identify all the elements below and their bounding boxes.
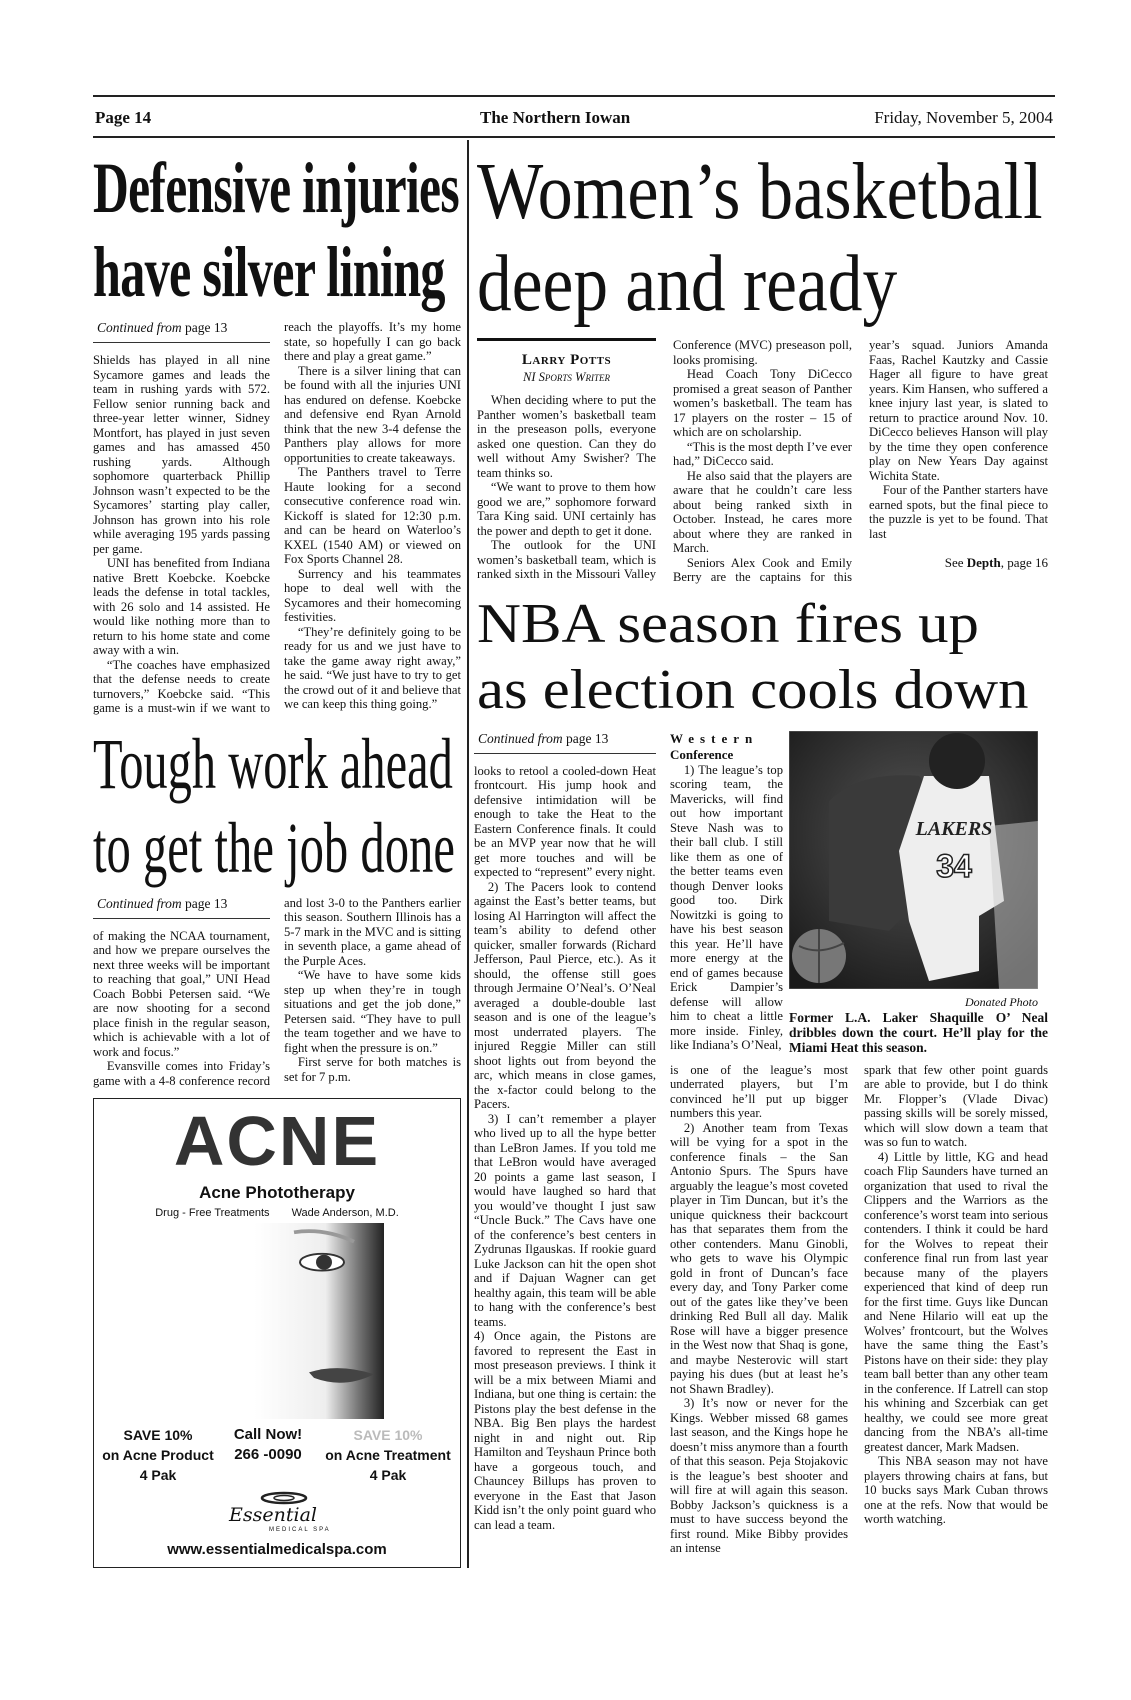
offer-call [220, 1425, 316, 1465]
offer-text: 4 Pak [139, 1467, 177, 1483]
ad-big-title: ACNE [173, 1102, 381, 1180]
paragraph: 3) I can’t remember a player who lived up to all the hype better than LeBron James. If you told me that LeBron would have averaged 20 points a game last season, I would have laughed so hard that you would’ve thought I just saw “Uncle Buck.” The Cavs have one of the conference’s best centers in Zydrunas Ilgauskas. If rookie guard Luke Jackson can hit the open shot and if Dajuan Wagner can get healthy again, this team will be able to hang with the conference’s best teams. [474, 1111, 656, 1329]
article-defense [93, 320, 461, 716]
article-womens [477, 338, 1048, 585]
continued-label: Continued from [97, 895, 182, 911]
jump-target: Depth [966, 555, 1001, 570]
nba-narrow-column [670, 731, 783, 1053]
continued-page: page 13 [185, 895, 228, 911]
headline-volleyball: to get the job done [93, 807, 455, 888]
paragraph: UNI has benefited from Indiana native Brett Koebcke. Koebcke leads the defense in total tackles, with 26 solo and 14 assisted. He would like nothing more than to return to his home state and come away with a win. [93, 556, 270, 657]
logo-subtext: MEDICAL SPA [269, 1527, 331, 1533]
headline-volleyball-line1-wrap [93, 722, 461, 806]
nba-right-area [670, 731, 1048, 1556]
paragraph: 3) It’s now or never for the Kings. Webber missed 68 games last season, and the Kings hope he doesn’t miss anymore than a fourth of that this season. Peja Stojakovic is the league’s best shooter and will fire at will again this season. Bobby Jackson’s quickness is a must to have success beyond the first round. Mike Bibby provides an intense [670, 1396, 848, 1555]
paragraph: “This is the most depth I’ve ever had,” DiCecco said. [673, 439, 852, 468]
author-name: Larry Potts [521, 352, 612, 368]
paragraph: of making the NCAA tournament, and how we prepare ourselves the next three weeks will be important to reaching that goal,” UNI Head Coach Bobbi Petersen said. “We are now shooting for a second place finish in the regular season, which is achievable with a lot of work and focus.” [93, 928, 270, 1059]
ad-url: www.essentialmedicalspa.com [167, 1541, 387, 1558]
offer-text: SAVE 10% [123, 1427, 193, 1443]
byline [477, 338, 656, 385]
jersey-number: 34 [936, 847, 972, 884]
offer-text: on Acne Treatment [325, 1447, 451, 1463]
paragraph: “We have to have some kids step up when they’re in tough situations and get the job done,” Petersen said. “They have to pull the team together and we have to fight when the pressure is on.” [284, 968, 461, 1055]
continued-label: Continued from [97, 320, 182, 335]
face-image [254, 1223, 384, 1419]
headline-defense: have silver lining [93, 232, 445, 312]
headline-defense-line2-wrap [93, 230, 461, 314]
jersey-team: LAKERS [915, 817, 993, 840]
column-divider [467, 140, 469, 1568]
headline-nba: NBA season fires up [477, 592, 979, 655]
paragraph: This NBA season may not have players throwing chairs at fans, but 10 bucks says Mark Cuban throws one at the refs. Now that would be worth watching. [864, 1454, 1048, 1526]
paragraph: Surrency and his teammates hope to deal well with the Sycamores and their homecoming festivities. [284, 566, 461, 624]
paragraph: Four of the Panther starters have earned spots, but the final piece to the puzzle is yet to be found. That last [869, 483, 1048, 541]
continued-label: Continued from [478, 730, 563, 746]
headline-volleyball-line2-wrap [93, 806, 461, 890]
article-volleyball [93, 896, 461, 1089]
paragraph: He also said that the players are aware that he couldn’t care less about being ranked sixth in October. Instead, he cares more about where they are ranked in March. [673, 468, 852, 555]
headline-defense: Defensive injuries [93, 148, 459, 228]
paragraph: Head Coach Tony DiCecco promised a great season of Panther women’s basketball. The team has 17 players on the roster – 15 of which are on scholarship. [673, 367, 852, 439]
newspaper-name: The Northern Iowan [480, 108, 631, 127]
headline-nba: as election cools down [477, 658, 1029, 721]
paragraph: The Panthers travel to Terre Haute looking for a second consecutive conference road win. Kickoff is slated for 12:30 p.m. and can be heard on Waterloo’s KXEL (1540 AM) or viewed on Fox Sports Channel 28. [284, 465, 461, 566]
jump-line[interactable] [869, 555, 1048, 571]
ad-tagline: Drug - Free Treatments [155, 1207, 270, 1219]
masthead-top-rule [93, 95, 1055, 97]
headline-volleyball: Tough work ahead [93, 723, 453, 804]
paragraph: First serve for both matches is set for 7 p.m. [284, 1055, 461, 1084]
offer-text: SAVE 10% [353, 1427, 423, 1443]
subhead-conference: Conference [670, 746, 734, 762]
phone-number: 266 -0090 [234, 1446, 302, 1463]
nba-article [474, 731, 1048, 1556]
nba-column-3 [864, 1063, 1048, 1527]
subhead-western: Western [670, 730, 759, 746]
ad-doctor: Wade Anderson, M.D. [291, 1207, 399, 1219]
paragraph: looks to retool a cooled-down Heat frontcourt. His jump hook and defensive intimidation will be enough to take the Heat to the Eastern Conference finals. It could be an MVP year now that he will get more touches and will be expected to “represent” every night. [474, 763, 656, 879]
page-number: Page 14 [95, 108, 152, 127]
issue-date: Friday, November 5, 2004 [874, 108, 1053, 127]
nba-top-row [670, 731, 1048, 1055]
jump-prefix: See [944, 555, 964, 570]
photo-caption: Former L.A. Laker Shaquille O’ Neal dribbles down the court. He’ll play for the Miami Heat this season. [789, 1009, 1048, 1055]
headline-womens: deep and ready [477, 240, 898, 328]
left-column [93, 146, 461, 1568]
right-column [474, 146, 1048, 1556]
swirl-icon [259, 1491, 309, 1505]
headline-womens: Women’s basketball [477, 148, 1043, 236]
nba-bottom-row [670, 1063, 1048, 1556]
paragraph: “They’re definitely going to be ready for us and we just have to take the game away right away,” he said. “We just have to try to get the crowd out of it and believe that we can keep this thing going.” [284, 624, 461, 711]
paragraph: 1) The league’s top scoring team, the Mavericks, will find out how important Steve Nash was to their ball club. I still like them as one of the better teams even though Denver looks good too. Dirk Nowitzki is going to have his best season this year. He’ll have more energy at the end of games because Erick Dampier’s defense will allow him to cheat a little more inside. Finley, like Indiana’s O’Neal, [670, 762, 783, 1052]
headline-defense-line1-wrap [93, 146, 461, 230]
masthead-bottom-rule [93, 136, 1055, 138]
acne-advertisement [93, 1098, 461, 1568]
headline-nba-line1-wrap [477, 591, 1048, 657]
headline-nba-line2-wrap [477, 657, 1048, 723]
headline-womens-line1-wrap [477, 146, 1048, 238]
paragraph: There is a silver lining that can be found with all the injuries UNI has endured on defense. Koebcke and defensive end Ryan Arnold think that the new 3-4 defense the Panthers play allows for more opportunities to create takeaways. [284, 363, 461, 465]
paragraph: 4) Little by little, KG and head coach Flip Saunders have turned an organization that used to rival the Clippers and the Warriors as the conference’s worst team into serious contenders. I think it could be hard for the Wolves to repeat their conference final run from last year because many of the players experienced that kind of deep run for the first time. Guys like Duncan and Nene Hilario will eat up the Wolves’ frontcourt, but the Wolves have the same thing the East’s Pistons have on their side: they play team ball better than any other team in the conference. If Latrell can stop his whining and Szcerbiak can get healthy, we could see more great dancing from the NBA’s all-time greatest dancer, Mark Madsen. [864, 1149, 1048, 1454]
headline-womens-line2-wrap [477, 238, 1048, 330]
ad-subtitle-row [94, 1206, 460, 1220]
paragraph: spark that few other point guards are able to provide, but I do think Mr. Flopper’s (Vlade Divac) passing skills will be sorely missed, which will slow down a team that was so fun to watch. [864, 1062, 1048, 1149]
call-now: Call Now! [233, 1426, 303, 1443]
paragraph: The outlook for the UNI women’s basketball team, which is ranked sixth in the Missouri Valley Conference (MVC) preseason poll, looks promising. [477, 338, 852, 581]
author-title: NI Sports Writer [523, 370, 610, 384]
paragraph: “The coaches have emphasized that the defense needs to create turnovers,” Koebcke said. “This game is a must-win if we want to reach the playoffs. It’s my home state, so hopefully I can go back there and play a great game.” [93, 320, 461, 715]
continued-from [474, 731, 656, 754]
offer-text: on Acne Product [102, 1447, 214, 1463]
offer-text: 4 Pak [369, 1467, 407, 1483]
paragraph: is one of the league’s most underrated players, but I’m convinced he’ll put up bigger numbers this year. [670, 1062, 848, 1120]
offer-right [318, 1425, 458, 1485]
ad-title: Acne Phototherapy [199, 1183, 355, 1202]
continued-from [93, 320, 270, 343]
nba-column-2 [670, 1063, 848, 1556]
paragraph: When deciding where to put the Panther women’s basketball team in the preseason polls, everyone asked one question. Can they do well without Amy Swisher? The team thinks so. [477, 393, 656, 480]
paragraph: 2) The Pacers look to contend against the East’s better teams, but losing Al Harrington will affect the team’s ability to defend other quicker, smaller forwards (Richard Jefferson, Paul Pierce, etc.). As it should, the offense still goes through Jermaine O’Neal’s. O’Neal averaged a double-double last season and is one of the league’s most underrated players. The injured Reggie Miller can still shoot lights out from beyond the arc, which means in close games, the x-factor could belong to the Pacers. [474, 879, 656, 1111]
photo-credit: Donated Photo [965, 994, 1038, 1009]
spa-logo [229, 1491, 339, 1535]
offer-left [98, 1425, 218, 1485]
paragraph: Evansville comes into Friday’s game with a 4-8 conference record and lost 3-0 to the Panthers earlier this season. Southern Illinois has a 5-7 mark in the MVC and is sitting in seventh place, a game ahead of the Purple Aces. [93, 895, 461, 1088]
paragraph: 4) Once again, the Pistons are favored to represent the East in most preseason previews. I think it will be a mix between Miami and Indiana, but one thing is certain: the Pistons play the best defense in the NBA. Big Ben plays the hardest night in and night out. Rip Hamilton and Teyshaun Prince both have a gorgeous touch, and Chauncey Billups has proven to everyone in the East that Jason Kidd isn’t the only point guard who can lead a team. [474, 1329, 656, 1532]
paragraph: “We want to prove to them how good we are,” sophomore forward Tara King said. UNI certainly has the power and depth to get it done. [477, 480, 656, 538]
nba-column-1 [474, 731, 656, 1533]
jump-page: , page 16 [1000, 555, 1048, 570]
continued-page: page 13 [566, 730, 609, 746]
photo-block [789, 731, 1048, 1055]
continued-from [93, 896, 270, 919]
paragraph: 2) Another team from Texas will be vying for a spot in the conference finals – the San Antonio Spurs. The Spurs have arguably the league’s most coveted player in Tim Duncan, but it’s the unique quickness their backcourt has that separates them from the other contenders. Manu Ginobli, who gets to wave his Olympic gold in front of Duncan’s face every day, and Tony Parker come out of the gates like they’ve been drinking Red Bull all day. Malik Rose will have a bigger presence in the West now that Shaq is gone, and maybe Nesterovic will start paying his dues (but at least he’s not Shawn Bradley). [670, 1120, 848, 1396]
shaquille-photo [789, 731, 1038, 989]
paragraph: Seniors Alex Cook and Emily Berry are the captains for this year’s squad. Juniors Amanda Faas, Rachel Kautzky and Cassie Hager all figure to have great years. Kim Hansen, who suffered a knee injury last year, is slated to return to practice around Nov. 10. DiCecco believes Hanson will play by the time they open conference play on New Years Day against Wichita State. [673, 338, 1048, 584]
logo-text: Essential [229, 1504, 317, 1526]
paragraph: Shields has played in all nine Sycamore games and leads the team in rushing yards with 572. Fellow senior running back and three-year letter winner, Sidney Montfort, has played in just seven games and has amassed 450 rushing yards. Although sophomore quarterback Phillip Johnson wasn’t expected to be the Sycamores’ starting play caller, Johnson has grown into his role while averaging 195 yards passing per game. [93, 353, 270, 556]
continued-page: page 13 [185, 320, 228, 335]
